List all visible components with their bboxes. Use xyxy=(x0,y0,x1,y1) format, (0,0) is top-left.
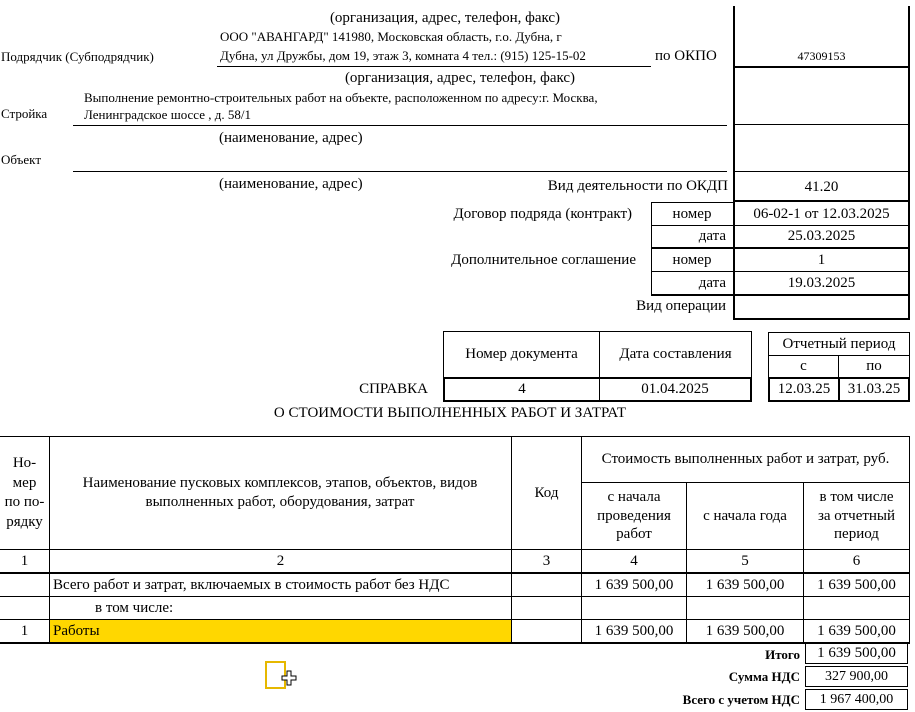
total-value[interactable]: 1 639 500,00 xyxy=(805,643,908,664)
contract-label: Договор подряда (контракт) xyxy=(453,205,632,222)
period-header: Отчетный период xyxy=(782,335,896,352)
contractor-underline xyxy=(217,66,651,67)
doc-number-header: Номер документа xyxy=(465,346,578,363)
table-row-num xyxy=(0,597,49,619)
okpo-label: по ОКПО xyxy=(655,47,717,64)
contract-number: 06-02-1 от 12.03.2025 xyxy=(753,205,890,222)
grand-total-value[interactable]: 1 967 400,00 xyxy=(805,689,908,710)
table-row-name[interactable]: Всего работ и затрат, включаемых в стоимость работ без НДС xyxy=(53,576,450,593)
table-row-value-start[interactable]: 1 639 500,00 xyxy=(594,622,674,639)
grand-total-label: Всего с учетом НДС xyxy=(682,692,800,707)
agreement-date-label: дата xyxy=(698,274,726,291)
col-from-start-header: с начала проведения работ xyxy=(597,488,671,543)
name-caption-1: (наименование, адрес) xyxy=(219,129,363,146)
table-row-value-period[interactable]: 1 639 500,00 xyxy=(817,622,896,639)
doc-number: 4 xyxy=(518,381,526,398)
contract-date-label: дата xyxy=(698,228,726,244)
contractor-line2: Дубна, ул Дружбы, дом 19, этаж 3, комната 4 тел.: (915) 125-15-02 xyxy=(220,48,586,63)
col-number-6: 6 xyxy=(852,552,861,569)
col-number-5: 5 xyxy=(741,552,749,569)
table-row-value-period[interactable]: 1 639 500,00 xyxy=(817,576,896,593)
period-to: 31.03.25 xyxy=(847,381,901,398)
table-row-num xyxy=(0,574,49,596)
site-line2: Ленинградское шоссе , д. 58/1 xyxy=(84,107,251,122)
table-row-value-period[interactable] xyxy=(804,597,909,619)
col-period-header: в том числе за отчетный период xyxy=(817,488,896,543)
table-row-value-start[interactable] xyxy=(582,597,686,619)
codes-line xyxy=(733,124,910,125)
codes-line xyxy=(733,66,910,68)
operation-label: Вид операции xyxy=(636,297,726,314)
contractor-line1: ООО "АВАНГАРД" 141980, Московская область, г.о. Дубна, г xyxy=(220,29,562,44)
period-line xyxy=(909,332,910,377)
subtitle: О СТОИМОСТИ ВЫПОЛНЕННЫХ РАБОТ И ЗАТРАТ xyxy=(273,404,627,421)
table-row-value-year[interactable] xyxy=(687,597,803,619)
table-line xyxy=(49,436,50,643)
table-row-value-year[interactable]: 1 639 500,00 xyxy=(705,622,785,639)
operation-value xyxy=(735,296,908,318)
contract-date: 25.03.2025 xyxy=(787,228,856,245)
table-row-num: 1 xyxy=(20,622,29,639)
agreement-label: Дополнительное соглашение xyxy=(451,251,636,268)
table-row-code[interactable] xyxy=(512,620,581,642)
object-underline xyxy=(73,171,727,172)
table-line xyxy=(0,642,910,644)
total-label: Итого xyxy=(765,647,800,662)
table-row-value-start[interactable]: 1 639 500,00 xyxy=(594,576,674,593)
vat-value[interactable]: 327 900,00 xyxy=(805,666,908,687)
vat-label: Сумма НДС xyxy=(728,669,800,684)
period-line xyxy=(908,377,910,401)
docinfo-line xyxy=(750,377,752,401)
agreement-number-label: номер xyxy=(672,251,712,268)
col-number-4: 4 xyxy=(630,552,638,569)
period-to-header: по xyxy=(866,358,882,375)
org-caption-2: (организация, адрес, телефон, факс) xyxy=(344,69,576,86)
site-underline xyxy=(73,125,727,126)
org-caption-1: (организация, адрес, телефон, факс) xyxy=(329,9,561,26)
crosshair-cursor-icon xyxy=(281,670,297,686)
table-row-code[interactable] xyxy=(512,574,581,596)
codes-line xyxy=(733,171,910,172)
compile-date: 01.04.2025 xyxy=(641,381,709,398)
agreement-number: 1 xyxy=(817,251,826,268)
site-line1: Выполнение ремонтно-строительных работ на объекте, расположенном по адресу:г. Москва, xyxy=(84,90,598,105)
agreement-date: 19.03.2025 xyxy=(787,274,856,291)
table-row-name[interactable]: в том числе: xyxy=(95,599,174,616)
col-name-header: Наименование пусковых комплексов, этапов, объектов, видов выполненных работ, оборудования, затрат xyxy=(82,475,478,510)
okpo-value: 47309153 xyxy=(797,48,846,63)
col-number-2: 2 xyxy=(276,552,285,569)
title-word: СПРАВКА xyxy=(359,381,428,397)
period-from-header: с xyxy=(800,358,807,375)
okdp-value: 41.20 xyxy=(804,178,839,195)
col-number-3: 3 xyxy=(542,552,551,569)
table-row-code[interactable] xyxy=(512,597,581,619)
contract-number-label: номер xyxy=(672,205,712,222)
name-caption-2: (наименование, адрес) xyxy=(219,175,363,192)
col-code-header: Код xyxy=(534,484,559,501)
col-number-1: 1 xyxy=(20,552,29,569)
compile-date-header: Дата составления xyxy=(619,346,732,363)
table-line xyxy=(909,436,910,643)
okdp-label: Вид деятельности по ОКДП xyxy=(547,177,728,194)
site-label: Стройка xyxy=(1,106,48,121)
object-label: Объект xyxy=(1,152,41,167)
docinfo-line xyxy=(751,331,752,377)
col-from-year-header: с начала года xyxy=(703,507,787,524)
contractor-label: Подрядчик (Субподрядчик) xyxy=(1,49,154,64)
table-row-name[interactable]: Работы xyxy=(53,622,100,639)
codes-line xyxy=(733,200,910,202)
codes-line xyxy=(733,318,910,320)
col-cost-group-header: Стоимость выполненных работ и затрат, руб. xyxy=(601,451,890,468)
table-row-value-year[interactable]: 1 639 500,00 xyxy=(705,576,785,593)
col-num-header: Но- мер по по- рядку xyxy=(4,455,45,530)
period-from: 12.03.25 xyxy=(777,381,831,398)
